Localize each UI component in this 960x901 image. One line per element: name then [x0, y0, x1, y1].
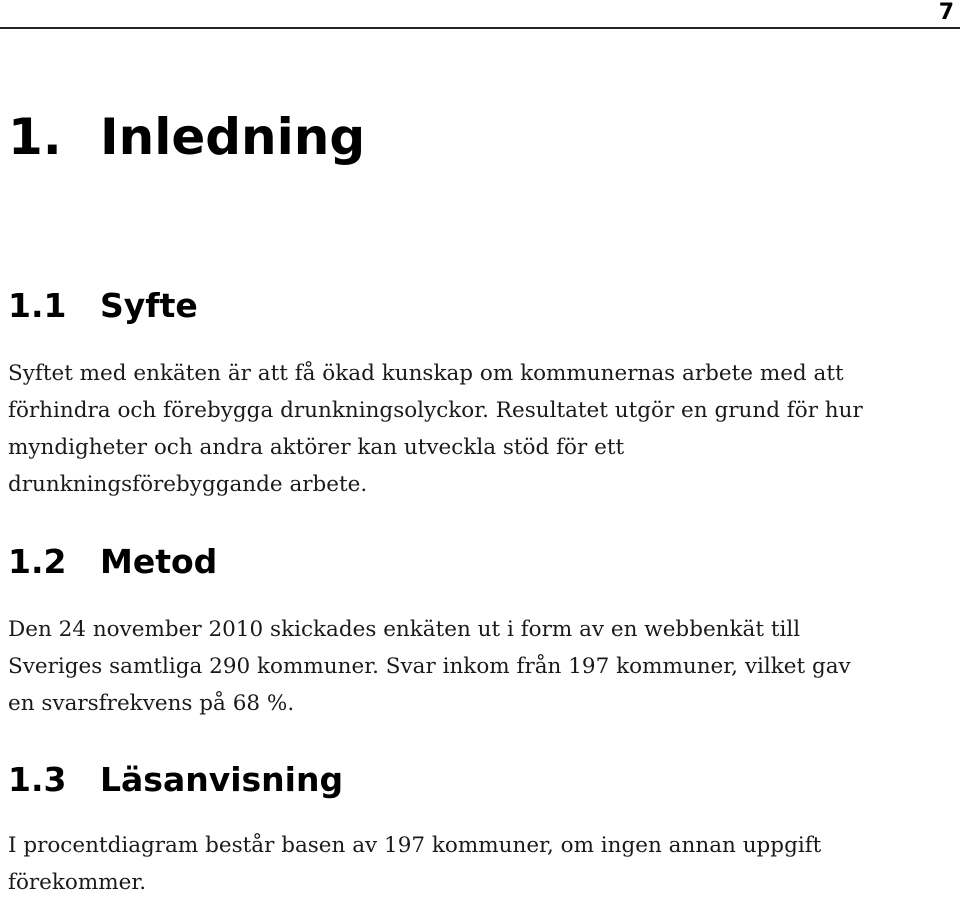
section-paragraph-metod	[8, 611, 851, 722]
chapter-number: 1.	[8, 108, 62, 166]
section-number: 1.1	[8, 286, 67, 325]
section-paragraph-lasanvisning	[8, 827, 821, 901]
section-heading-lasanvisning	[8, 758, 343, 802]
page-number: 7	[938, 0, 954, 25]
paragraph-line: Syftet med enkäten är att få ökad kunskap om kommunernas arbete med att	[8, 361, 844, 386]
section-paragraph-syfte	[8, 355, 863, 503]
paragraph-line: en svarsfrekvens på 68 %.	[8, 691, 295, 716]
section-title: Läsanvisning	[100, 760, 344, 799]
section-heading-syfte	[8, 284, 198, 328]
section-number: 1.3	[8, 760, 67, 799]
paragraph-line: Den 24 november 2010 skickades enkäten ut i form av en webbenkät till	[8, 617, 801, 642]
paragraph-line: drunkningsförebyggande arbete.	[8, 472, 368, 497]
paragraph-line: I procentdiagram består basen av 197 kommuner, om ingen annan uppgift	[8, 833, 822, 858]
paragraph-line: förekommer.	[8, 870, 147, 895]
section-title: Syfte	[100, 286, 198, 325]
section-heading-metod	[8, 540, 217, 584]
paragraph-line: förhindra och förebygga drunkningsolyckor. Resultatet utgör en grund för hur	[8, 398, 863, 423]
paragraph-line: myndigheter och andra aktörer kan utveckla stöd för ett	[8, 435, 625, 460]
chapter-title: Inledning	[100, 108, 366, 166]
section-title: Metod	[100, 542, 218, 581]
header-rule	[0, 27, 960, 29]
paragraph-line: Sveriges samtliga 290 kommuner. Svar inkom från 197 kommuner, vilket gav	[8, 654, 851, 679]
section-number: 1.2	[8, 542, 67, 581]
chapter-heading	[8, 105, 365, 169]
